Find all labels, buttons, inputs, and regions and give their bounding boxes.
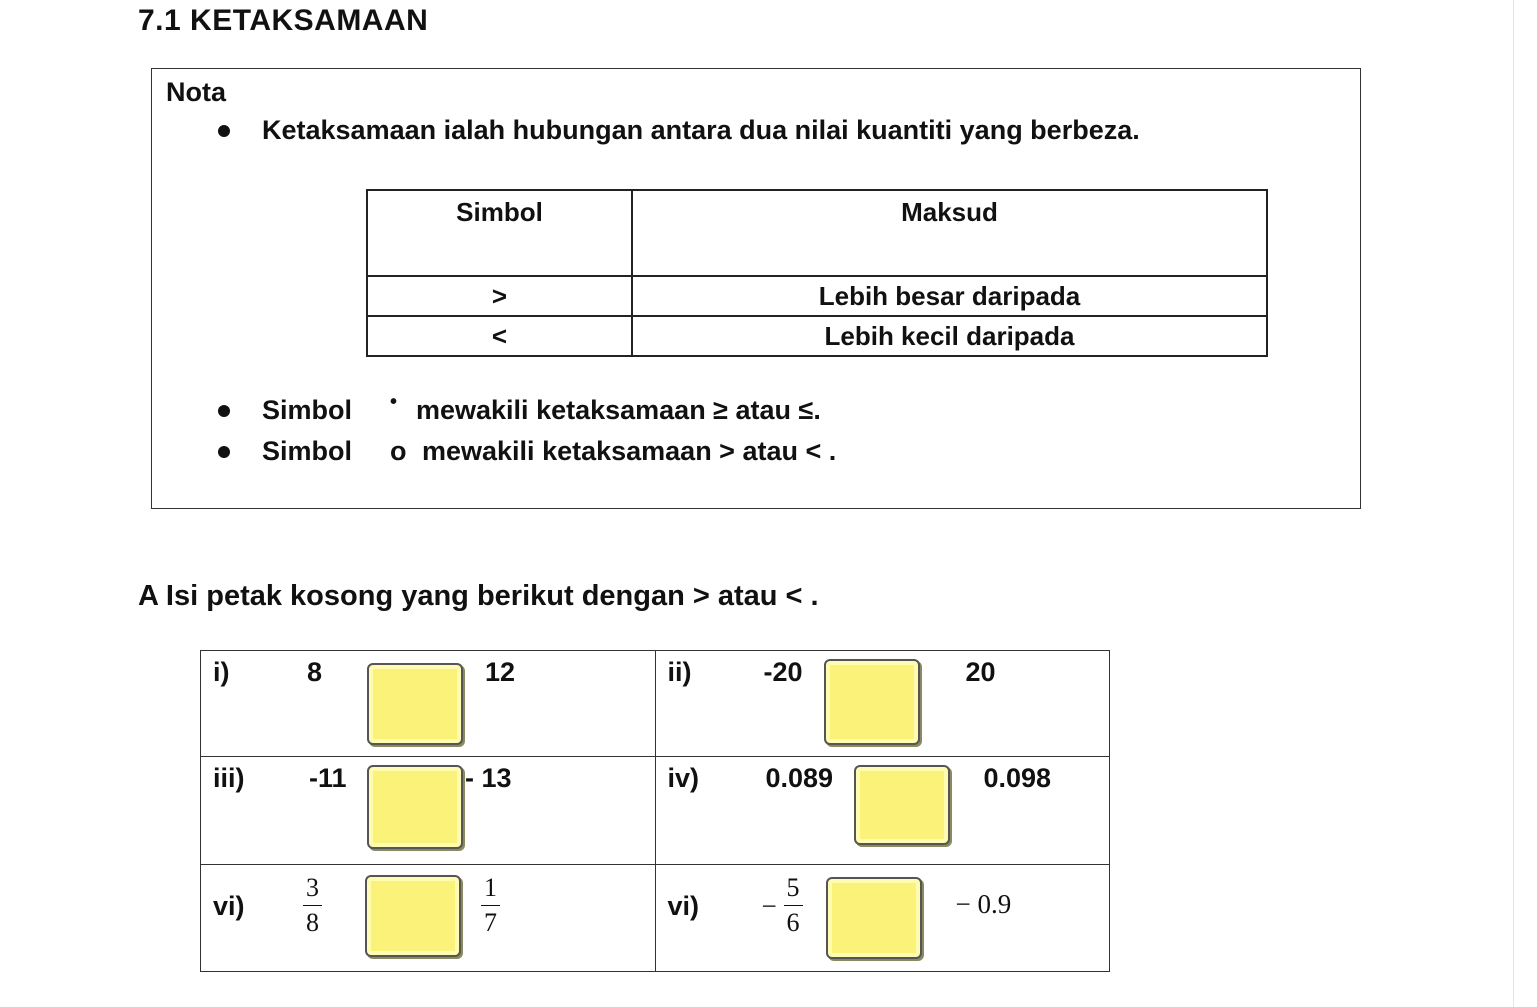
answer-box[interactable] [367,663,463,745]
meaning-cell: Lebih besar daripada [632,276,1267,316]
section-title: 7.1 KETAKSAMAAN [138,4,429,37]
exercise-cell [201,757,656,864]
nota-box [151,68,1361,509]
table-row [367,276,1267,316]
item-label: i) [213,657,230,687]
denominator: 6 [786,907,800,937]
symbol-note-text: mewakili ketaksamaan > atau < . [422,436,837,466]
left-value: 0.089 [765,763,834,794]
nota-label: Nota [166,77,226,107]
left-value: -20 [763,657,803,687]
right-value: − 0.9 [955,888,1012,919]
item-label: vi) [667,890,700,921]
bullet-icon [218,405,230,417]
answer-box[interactable] [826,877,922,959]
numerator: 5 [784,875,803,906]
exercise-instruction: A Isi petak kosong yang berikut dengan > atau < . [138,580,819,612]
left-fraction [303,872,322,937]
open-circle-icon: o [390,436,407,466]
item-label: ii) [667,657,692,687]
left-fraction [784,872,803,937]
numerator: 3 [303,875,322,906]
answer-box[interactable] [854,765,950,845]
bullet-icon [218,446,230,458]
answer-box[interactable] [824,659,920,745]
table-row [367,316,1267,356]
denominator: 7 [484,907,497,937]
meaning-header: Maksud [632,190,1267,276]
item-label: iii) [213,763,245,794]
left-value: 8 [307,657,323,687]
exercise-cell [655,757,1110,864]
denominator: 8 [306,907,319,937]
symbol-note-word: Simbol [262,436,353,466]
symbol-note-text: mewakili ketaksamaan ≥ atau ≤. [416,395,821,425]
exercise-cell [655,651,1110,757]
symbol-cell: > [367,276,632,316]
table-row [201,757,1110,864]
left-value: -11 [309,763,347,794]
right-fraction [481,872,500,937]
right-value: 12 [485,657,516,687]
symbol-header: Simbol [367,190,632,276]
item-label: iv) [667,763,700,794]
right-value: 20 [965,657,996,687]
exercise-cell [201,864,656,971]
minus-sign: − [761,890,777,921]
bullet-icon [218,125,230,137]
right-value: - 13 [465,763,512,794]
table-row [201,651,1110,757]
numerator: 1 [481,875,500,906]
meaning-cell: Lebih kecil daripada [632,316,1267,356]
definition-text: Ketaksamaan ialah hubungan antara dua nilai kuantiti yang berbeza. [262,115,1140,145]
symbol-table [366,189,1268,357]
answer-box[interactable] [367,765,463,849]
symbol-note-word: Simbol [262,395,353,425]
filled-dot-icon: • [390,391,398,413]
item-label: vi) [213,890,245,921]
table-row [201,864,1110,971]
exercise-cell [201,651,656,757]
page-edge [1513,0,1514,1007]
exercise-cell [655,864,1110,971]
right-value: 0.098 [983,763,1052,794]
answer-box[interactable] [365,875,461,957]
exercise-table [200,650,1110,972]
symbol-cell: < [367,316,632,356]
